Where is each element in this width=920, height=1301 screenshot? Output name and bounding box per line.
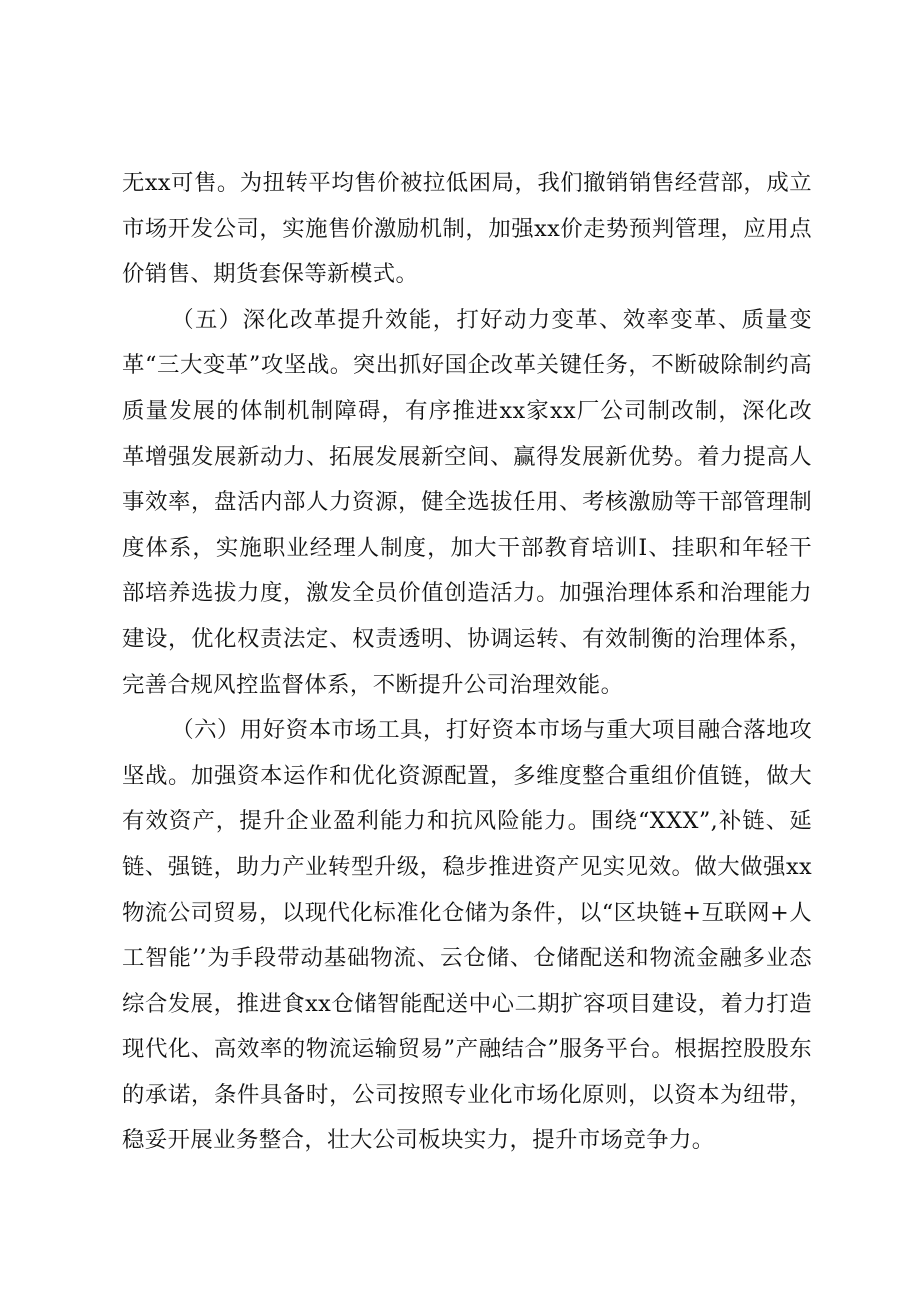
paragraph-continuation: 无xx可售。为扭转平均售价被拉低困局，我们撤销销售经营部，成立市场开发公司，实施售价激励机制，加强xx价走势预判管理，应用点价销售、期货套保等新模式。 (122, 170, 812, 288)
paragraph-section-five: （五）深化改革提升效能，打好动力变革、效率变革、质量变革“三大变革”攻坚战。突出抓好国企改革关键任务，不断破除制约高质量发展的体制机制障碍，有序推进xx家xx厂公司制改制，深化改革增强发展新动力、拓展发展新空间、赢得发展新优势。着力提高人事效率，盘活内部人力资源，健全选拔任用、考核激励等干部管理制度体系，实施职业经理人制度，加大干部教育培训I、挂职和年轻干部培养选拔力度，激发全员价值创造活力。加强治理体系和治理能力建设，优化权责法定、权责透明、协调运转、有效制衡的治理体系，完善合规风控监督体系，不断提升公司治理效能。 (122, 306, 812, 698)
paragraph-section-six: （六）用好资本市场工具，打好资本市场与重大项目融合落地攻坚战。加强资本运作和优化资源配置，多维度整合重组价值链，做大有效资产，提升企业盈利能力和抗风险能力。围绕“XXX”,补链、延链、强链，助力产业转型升级，稳步推进资产见实见效。做大做强xx物流公司贸易，以现代化标准化仓储为条件，以“区块链+互联网+人工智能’’为手段带动基础物流、云仓储、仓储配送和物流金融多业态综合发展，推进食xx仓储智能配送中心二期扩容项目建设，着力打造现代化、高效率的物流运输贸易”产融结合”服务平台。根据控股股东的承诺，条件具备时，公司按照专业化市场化原则，以资本为纽带，稳妥开展业务整合，壮大公司板块实力，提升市场竞争力。 (122, 717, 812, 1154)
document-body (122, 161, 812, 1164)
